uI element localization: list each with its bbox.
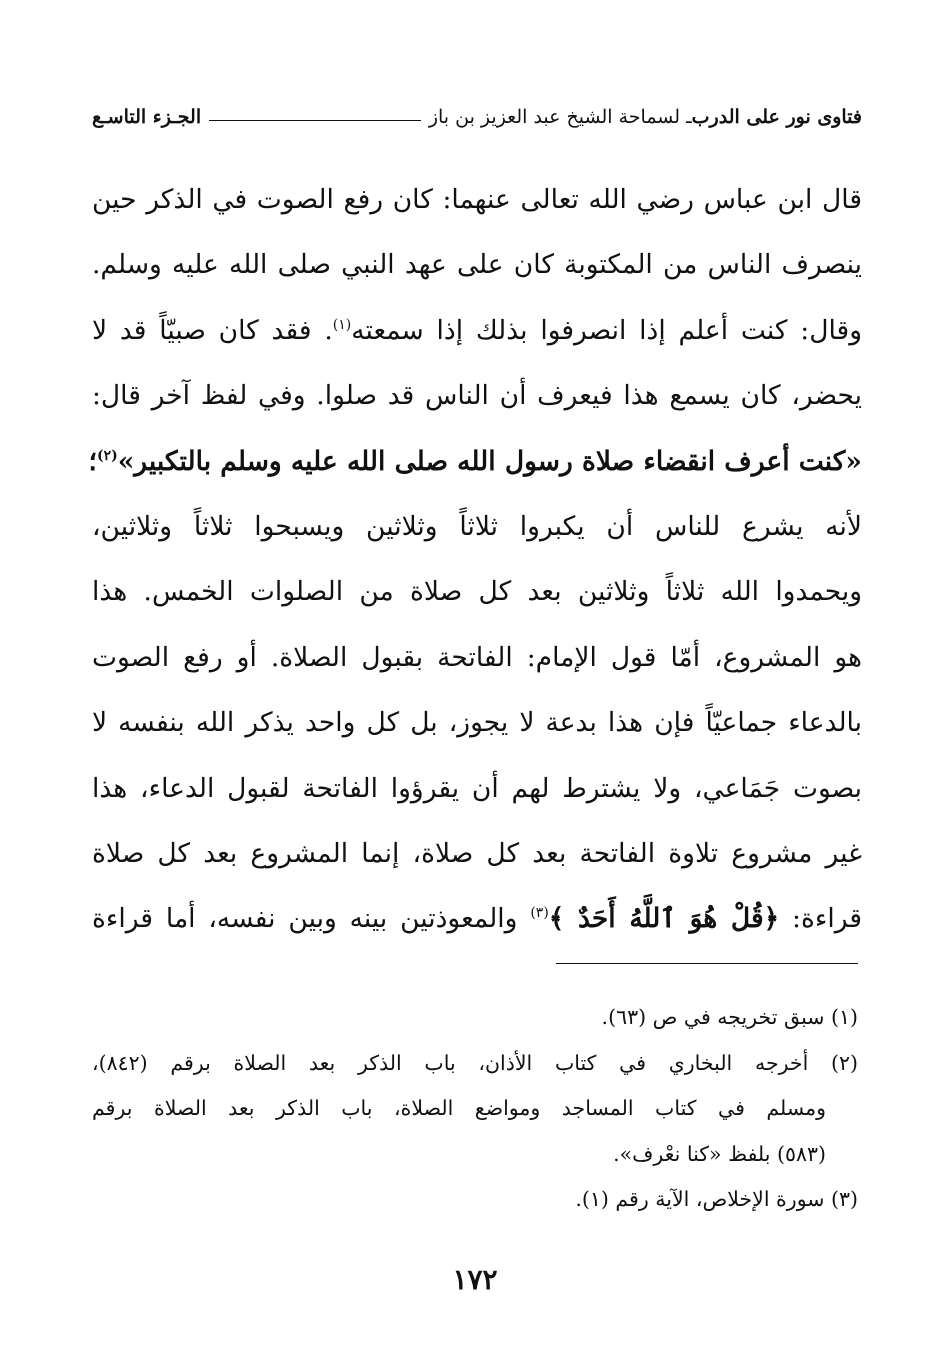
text-line-5-hadith	[88, 434, 862, 499]
page-number: ١٧٢	[452, 1263, 498, 1296]
author-name: ـ لسماحة الشيخ عبد العزيز بن باز	[428, 106, 692, 128]
part-label: الجـزء التاسـع	[92, 106, 202, 128]
text-line-5-end: ؛	[88, 445, 97, 477]
text-line-9: بالدعاء جماعيّاً فإن هذا بدعة لا يجوز، بل كل واحد يذكر الله بنفسه لا	[92, 707, 862, 739]
hadith-quote: «كنت أعرف انقضاء صلاة رسول الله صلى الله عليه وسلم بالتكبير»	[117, 445, 862, 477]
footnote-3: (٣) سورة الإخلاص، الآية رقم (١).	[575, 1187, 858, 1211]
text-line-3-end: . فقد كان صبيّاً قد لا	[92, 314, 333, 346]
header-rule	[209, 120, 421, 121]
footnote-2-line-1: (٢) أخرجه البخاري في كتاب الأذان، باب الذكر بعد الصلاة برقم (٨٤٢)،	[92, 1050, 858, 1075]
text-line-6: لأنه يشرع للناس أن يكبروا ثلاثاً وثلاثين ويسبحوا ثلاثاً وثلاثين،	[92, 510, 862, 542]
footnote-ref-2: (٢)	[96, 447, 118, 464]
text-line-7: ويحمدوا الله ثلاثاً وثلاثين بعد كل صلاة من الصلوات الخمس. هذا	[92, 576, 862, 608]
quran-verse: ﴿قُلْ هُوَ ٱللَّهُ أَحَدٌ ﴾	[548, 903, 780, 935]
text-line-12	[92, 891, 862, 956]
text-line-2: ينصرف الناس من المكتوبة كان على عهد النبي صلى الله عليه وسلم.	[92, 249, 862, 281]
text-line-12-start: قراءة:	[779, 903, 862, 935]
text-line-4: يحضر، كان يسمع هذا فيعرف أن الناس قد صلوا. وفي لفظ آخر قال:	[92, 380, 862, 412]
main-text	[88, 172, 862, 957]
text-line-12-end: والمعوذتين بينه وبين نفسه، أما قراءة	[92, 903, 531, 935]
footnote-1: (١) سبق تخريجه في ص (٦٣).	[601, 1005, 858, 1029]
text-line-3	[92, 303, 862, 368]
footnote-2-line-2: ومسلم في كتاب المساجد ومواضع الصلاة، باب الذكر بعد الصلاة برقم	[92, 1096, 826, 1120]
running-header	[92, 106, 862, 128]
footnote-2-line-3: (٥٨٣) بلفظ «كنا نعْرف».	[613, 1141, 826, 1166]
text-line-10: بصوت جَمَاعي، ولا يشترط لهم أن يقرؤوا الفاتحة لقبول الدعاء، هذا	[92, 772, 862, 804]
footnote-ref-3: (٣)	[530, 905, 549, 922]
book-title: فتاوى نور على الدرب	[691, 106, 862, 128]
text-line-8: هو المشروع، أمّا قول الإمام: الفاتحة بقبول الصلاة. أو رفع الصوت	[92, 641, 862, 673]
text-line-11: غير مشروع تلاوة الفاتحة بعد كل صلاة، إنما المشروع بعد كل صلاة	[92, 837, 862, 869]
footnotes	[92, 995, 858, 1223]
text-line-1: قال ابن عباس رضي الله تعالى عنهما: كان رفع الصوت في الذكر حين	[92, 184, 862, 215]
footnote-separator	[556, 963, 858, 964]
text-line-3-start: وقال: كنت أعلم إذا انصرفوا بذلك إذا سمعته	[351, 314, 862, 346]
footnote-ref-1: (١)	[332, 316, 352, 333]
